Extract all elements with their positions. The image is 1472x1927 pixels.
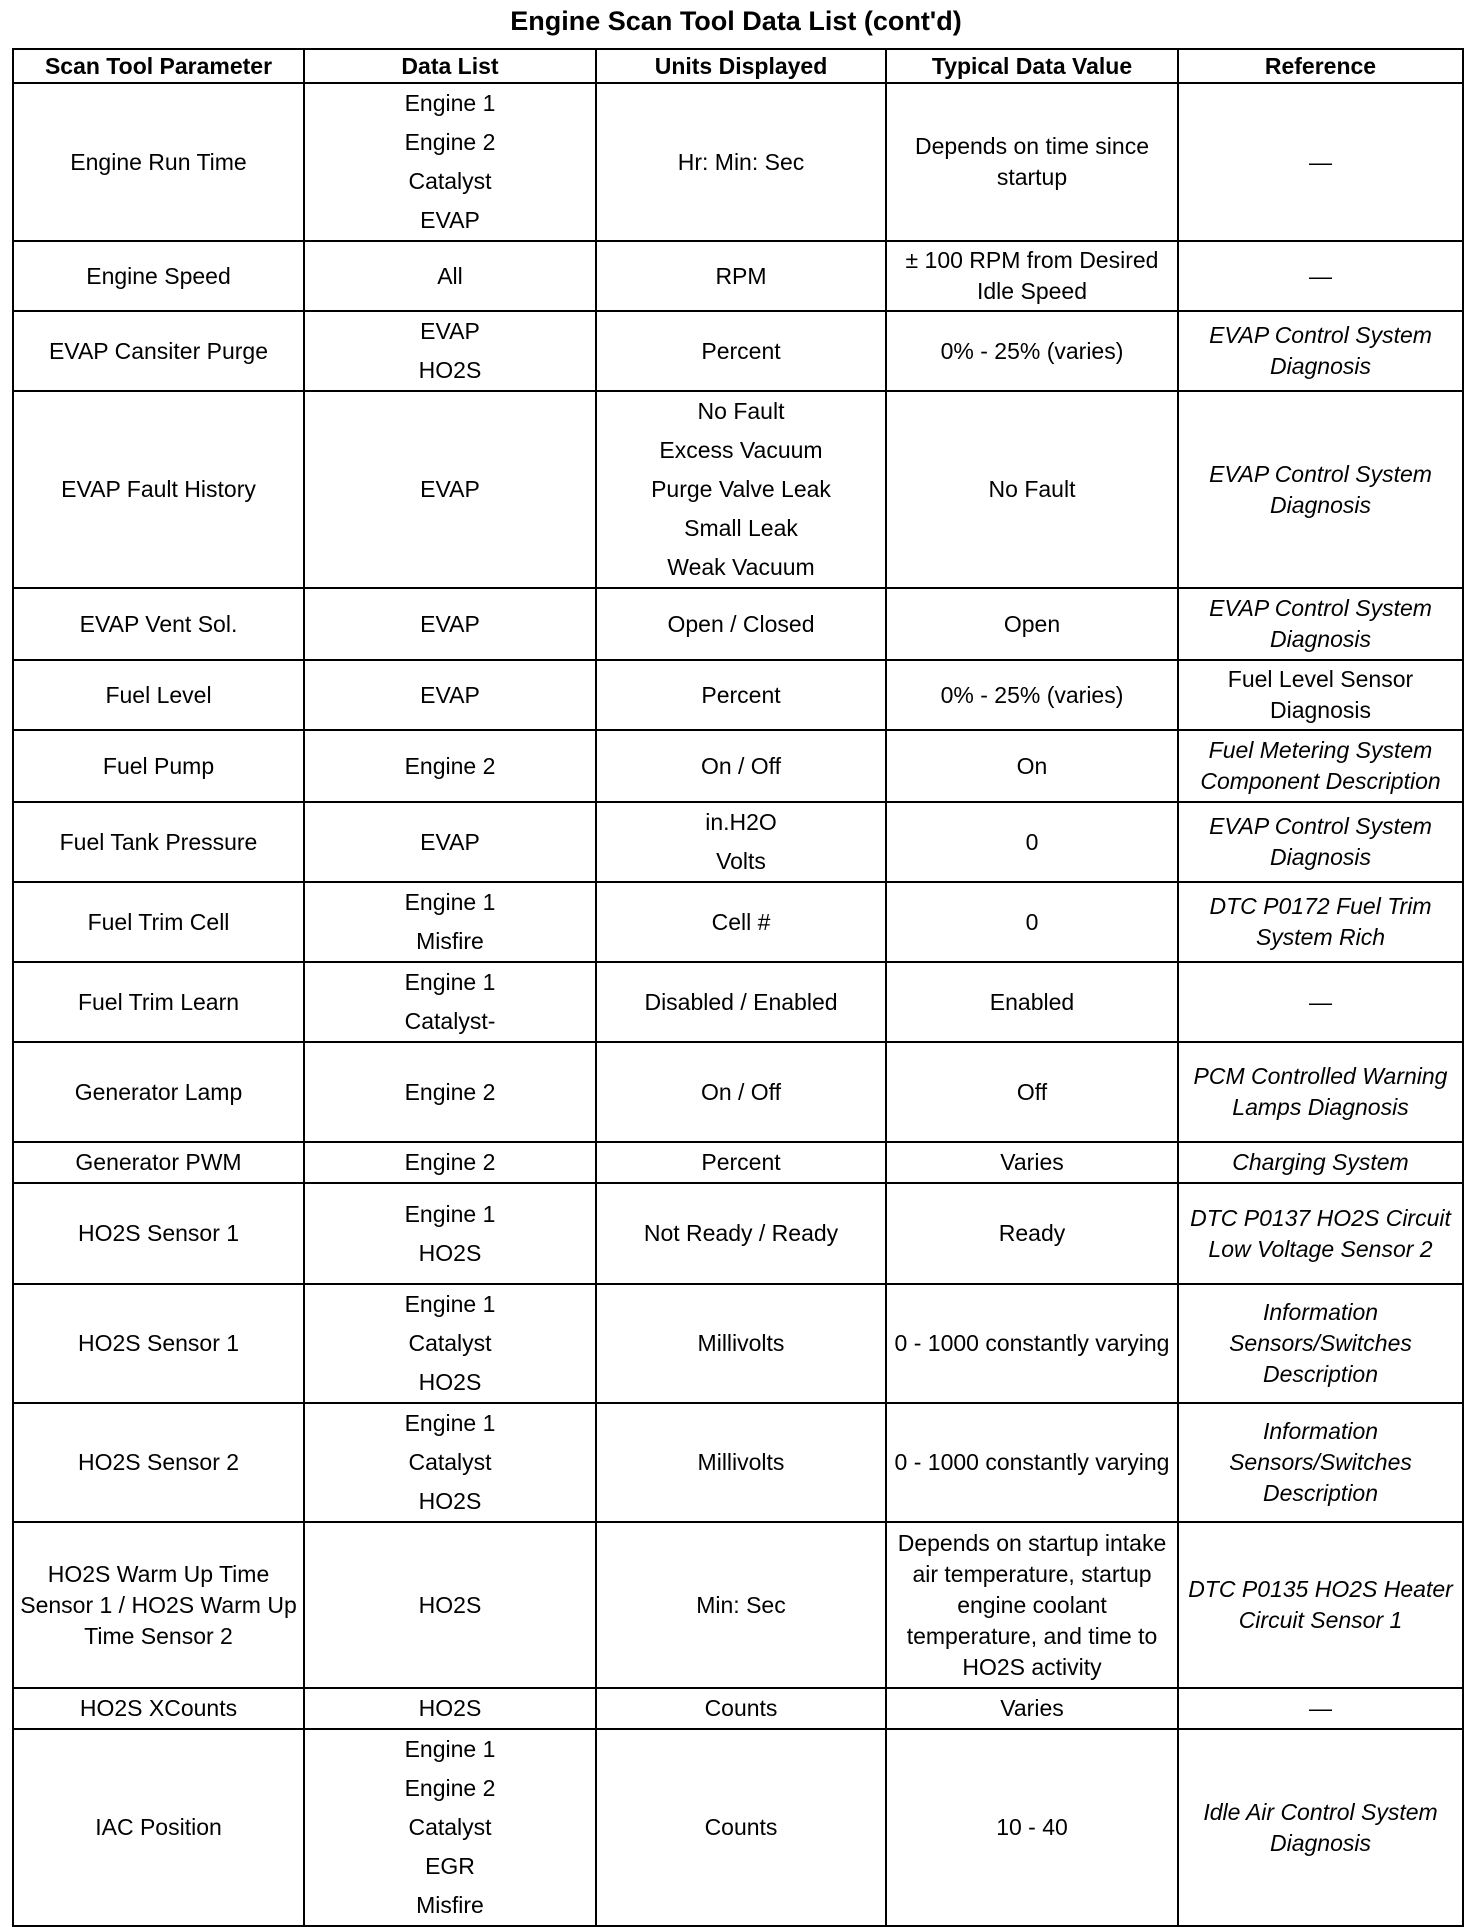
table-row [13,1403,1463,1522]
units-cell [596,1183,886,1284]
parameter-cell: EVAP Cansiter Purge [13,311,304,391]
data-list-item: EVAP [420,476,480,502]
data-list-cell [304,882,596,962]
table-row [13,962,1463,1042]
units-item: Not Ready / Ready [643,1220,839,1246]
data-list-item: Catalyst [408,1814,492,1840]
data-list-cell [304,660,596,730]
typical-value-cell: Open [886,588,1178,660]
typical-value-cell: 0 - 1000 constantly varying [886,1403,1178,1522]
table-row [13,1142,1463,1183]
data-list-item: HO2S [418,1488,482,1514]
data-list-cell [304,1688,596,1729]
units-cell [596,1284,886,1403]
table-row [13,1183,1463,1284]
table-row [13,660,1463,730]
reference-cell: EVAP Control System Diagnosis [1178,588,1463,660]
data-list-item: Engine 1 [404,889,496,915]
units-item: Counts [704,1695,778,1721]
units-item: Cell # [711,908,771,935]
parameter-cell: Engine Run Time [13,83,304,241]
data-list-item: Engine 1 [404,1200,496,1227]
units-item: RPM [715,262,767,289]
typical-value-cell: No Fault [886,391,1178,588]
reference-cell: EVAP Control System Diagnosis [1178,311,1463,391]
table-row [13,1284,1463,1403]
data-list-item: Misfire [416,928,484,954]
table-row [13,1042,1463,1142]
data-list-item: EGR [425,1853,475,1879]
units-cell [596,1729,886,1926]
units-cell [596,962,886,1042]
typical-value-cell: Depends on time since startup [886,83,1178,241]
table-row [13,241,1463,311]
data-list-item: Engine 2 [404,129,496,155]
column-header: Scan Tool Parameter [13,49,304,83]
table-row [13,311,1463,391]
parameter-cell: HO2S Warm Up Time Sensor 1 / HO2S Warm Up Time Sensor 2 [13,1522,304,1688]
table-row [13,391,1463,588]
parameter-cell: Fuel Trim Cell [13,882,304,962]
units-item: Small Leak [684,515,798,541]
data-list-cell [304,588,596,660]
parameter-cell: Fuel Trim Learn [13,962,304,1042]
units-item: Percent [701,1149,781,1175]
data-list-cell [304,1403,596,1522]
units-item: Percent [701,337,781,364]
data-list-item: Engine 2 [404,1775,496,1801]
data-list-cell [304,1142,596,1183]
column-header: Reference [1178,49,1463,83]
units-item: Open / Closed [667,610,815,637]
reference-cell: Information Sensors/Switches Description [1178,1403,1463,1522]
table-row [13,83,1463,241]
parameter-cell: HO2S Sensor 2 [13,1403,304,1522]
reference-cell: DTC P0135 HO2S Heater Circuit Sensor 1 [1178,1522,1463,1688]
units-cell [596,802,886,882]
data-list-item: Engine 1 [404,90,496,116]
reference-cell: EVAP Control System Diagnosis [1178,802,1463,882]
typical-value-cell: 0 [886,802,1178,882]
reference-cell: Idle Air Control System Diagnosis [1178,1729,1463,1926]
table-row [13,1729,1463,1926]
data-list-item: EVAP [420,828,480,855]
table-row [13,1522,1463,1688]
data-list-item: HO2S [418,1369,482,1395]
reference-cell: — [1178,962,1463,1042]
data-list-cell [304,311,596,391]
scan-tool-data-table [12,48,1464,1927]
parameter-cell: IAC Position [13,1729,304,1926]
parameter-cell: Fuel Pump [13,730,304,802]
reference-cell: — [1178,1688,1463,1729]
page-title: Engine Scan Tool Data List (cont'd) [510,6,962,36]
units-cell [596,1042,886,1142]
data-list-item: Catalyst [408,1449,492,1475]
data-list-item: Catalyst [408,168,492,194]
units-cell [596,730,886,802]
data-list-item: All [437,262,463,289]
parameter-cell: Fuel Tank Pressure [13,802,304,882]
units-cell [596,391,886,588]
data-list-cell [304,730,596,802]
units-cell [596,1403,886,1522]
typical-value-cell: 0% - 25% (varies) [886,660,1178,730]
units-item: Millivolts [697,1449,785,1475]
parameter-cell: EVAP Vent Sol. [13,588,304,660]
table-row [13,802,1463,882]
units-cell [596,311,886,391]
data-list-cell [304,802,596,882]
units-item: Hr: Min: Sec [677,148,805,175]
data-list-item: HO2S [418,357,482,383]
units-cell [596,1522,886,1688]
data-list-item: EVAP [420,610,480,637]
data-list-item: Engine 1 [404,1736,496,1762]
reference-cell: — [1178,241,1463,311]
data-list-cell [304,1522,596,1688]
units-item: Millivolts [697,1330,785,1356]
units-item: Disabled / Enabled [644,988,838,1015]
data-list-item: EVAP [420,207,480,233]
units-cell [596,660,886,730]
units-item: Volts [716,848,766,874]
typical-value-cell: Varies [886,1688,1178,1729]
typical-value-cell: Off [886,1042,1178,1142]
parameter-cell: Engine Speed [13,241,304,311]
units-cell [596,882,886,962]
typical-value-cell: 0 - 1000 constantly varying [886,1284,1178,1403]
parameter-cell: HO2S XCounts [13,1688,304,1729]
units-item: Weak Vacuum [667,554,815,580]
data-list-item: Engine 1 [404,1291,496,1317]
data-list-item: Engine 1 [404,969,496,995]
table-row [13,588,1463,660]
data-list-item: Misfire [416,1892,484,1918]
data-list-item: Catalyst [408,1330,492,1356]
units-cell [596,241,886,311]
column-header: Typical Data Value [886,49,1178,83]
data-list-item: Engine 2 [404,752,496,779]
units-cell [596,588,886,660]
reference-cell: EVAP Control System Diagnosis [1178,391,1463,588]
units-item: in.H2O [705,809,777,835]
typical-value-cell: 0% - 25% (varies) [886,311,1178,391]
reference-cell: DTC P0137 HO2S Circuit Low Voltage Sensor 2 [1178,1183,1463,1284]
parameter-cell: HO2S Sensor 1 [13,1183,304,1284]
data-list-item: HO2S [418,1591,482,1618]
parameter-cell: EVAP Fault History [13,391,304,588]
units-item: Excess Vacuum [659,437,823,463]
reference-cell: DTC P0172 Fuel Trim System Rich [1178,882,1463,962]
data-list-item: Engine 2 [404,1078,496,1105]
header-row [13,49,1463,83]
units-cell [596,1142,886,1183]
data-list-item: Engine 2 [404,1149,496,1175]
data-list-cell [304,1183,596,1284]
reference-cell: PCM Controlled Warning Lamps Diagnosis [1178,1042,1463,1142]
units-item: On / Off [700,752,782,779]
data-list-cell [304,1729,596,1926]
table-row [13,730,1463,802]
column-header: Units Displayed [596,49,886,83]
data-list-item: EVAP [420,318,480,344]
data-list-item: Catalyst- [404,1008,496,1034]
data-list-item: Engine 1 [404,1410,496,1436]
data-list-cell [304,1284,596,1403]
typical-value-cell: Depends on startup intake air temperature, startup engine coolant temperature, and time to HO2S activity [886,1522,1178,1688]
units-item: No Fault [697,398,785,424]
units-item: Counts [704,1814,778,1840]
data-list-cell [304,391,596,588]
typical-value-cell: 10 - 40 [886,1729,1178,1926]
parameter-cell: Generator PWM [13,1142,304,1183]
typical-value-cell: Ready [886,1183,1178,1284]
units-item: On / Off [700,1078,782,1105]
data-list-cell [304,83,596,241]
data-list-cell [304,1042,596,1142]
parameter-cell: Generator Lamp [13,1042,304,1142]
reference-cell: Information Sensors/Switches Description [1178,1284,1463,1403]
table-row [13,1688,1463,1729]
reference-cell: — [1178,83,1463,241]
column-header: Data List [304,49,596,83]
typical-value-cell: On [886,730,1178,802]
typical-value-cell: ± 100 RPM from Desired Idle Speed [886,241,1178,311]
units-cell [596,83,886,241]
data-list-item: HO2S [418,1239,482,1266]
reference-cell: Fuel Level Sensor Diagnosis [1178,660,1463,730]
parameter-cell: Fuel Level [13,660,304,730]
typical-value-cell: Varies [886,1142,1178,1183]
reference-cell: Fuel Metering System Component Description [1178,730,1463,802]
units-item: Purge Valve Leak [651,476,831,502]
units-item: Percent [701,681,781,708]
typical-value-cell: Enabled [886,962,1178,1042]
data-list-cell [304,962,596,1042]
units-item: Min: Sec [696,1591,786,1618]
units-cell [596,1688,886,1729]
parameter-cell: HO2S Sensor 1 [13,1284,304,1403]
data-list-cell [304,241,596,311]
table-row [13,882,1463,962]
typical-value-cell: 0 [886,882,1178,962]
data-list-item: HO2S [418,1695,482,1721]
data-list-item: EVAP [420,681,480,708]
reference-cell: Charging System [1178,1142,1463,1183]
